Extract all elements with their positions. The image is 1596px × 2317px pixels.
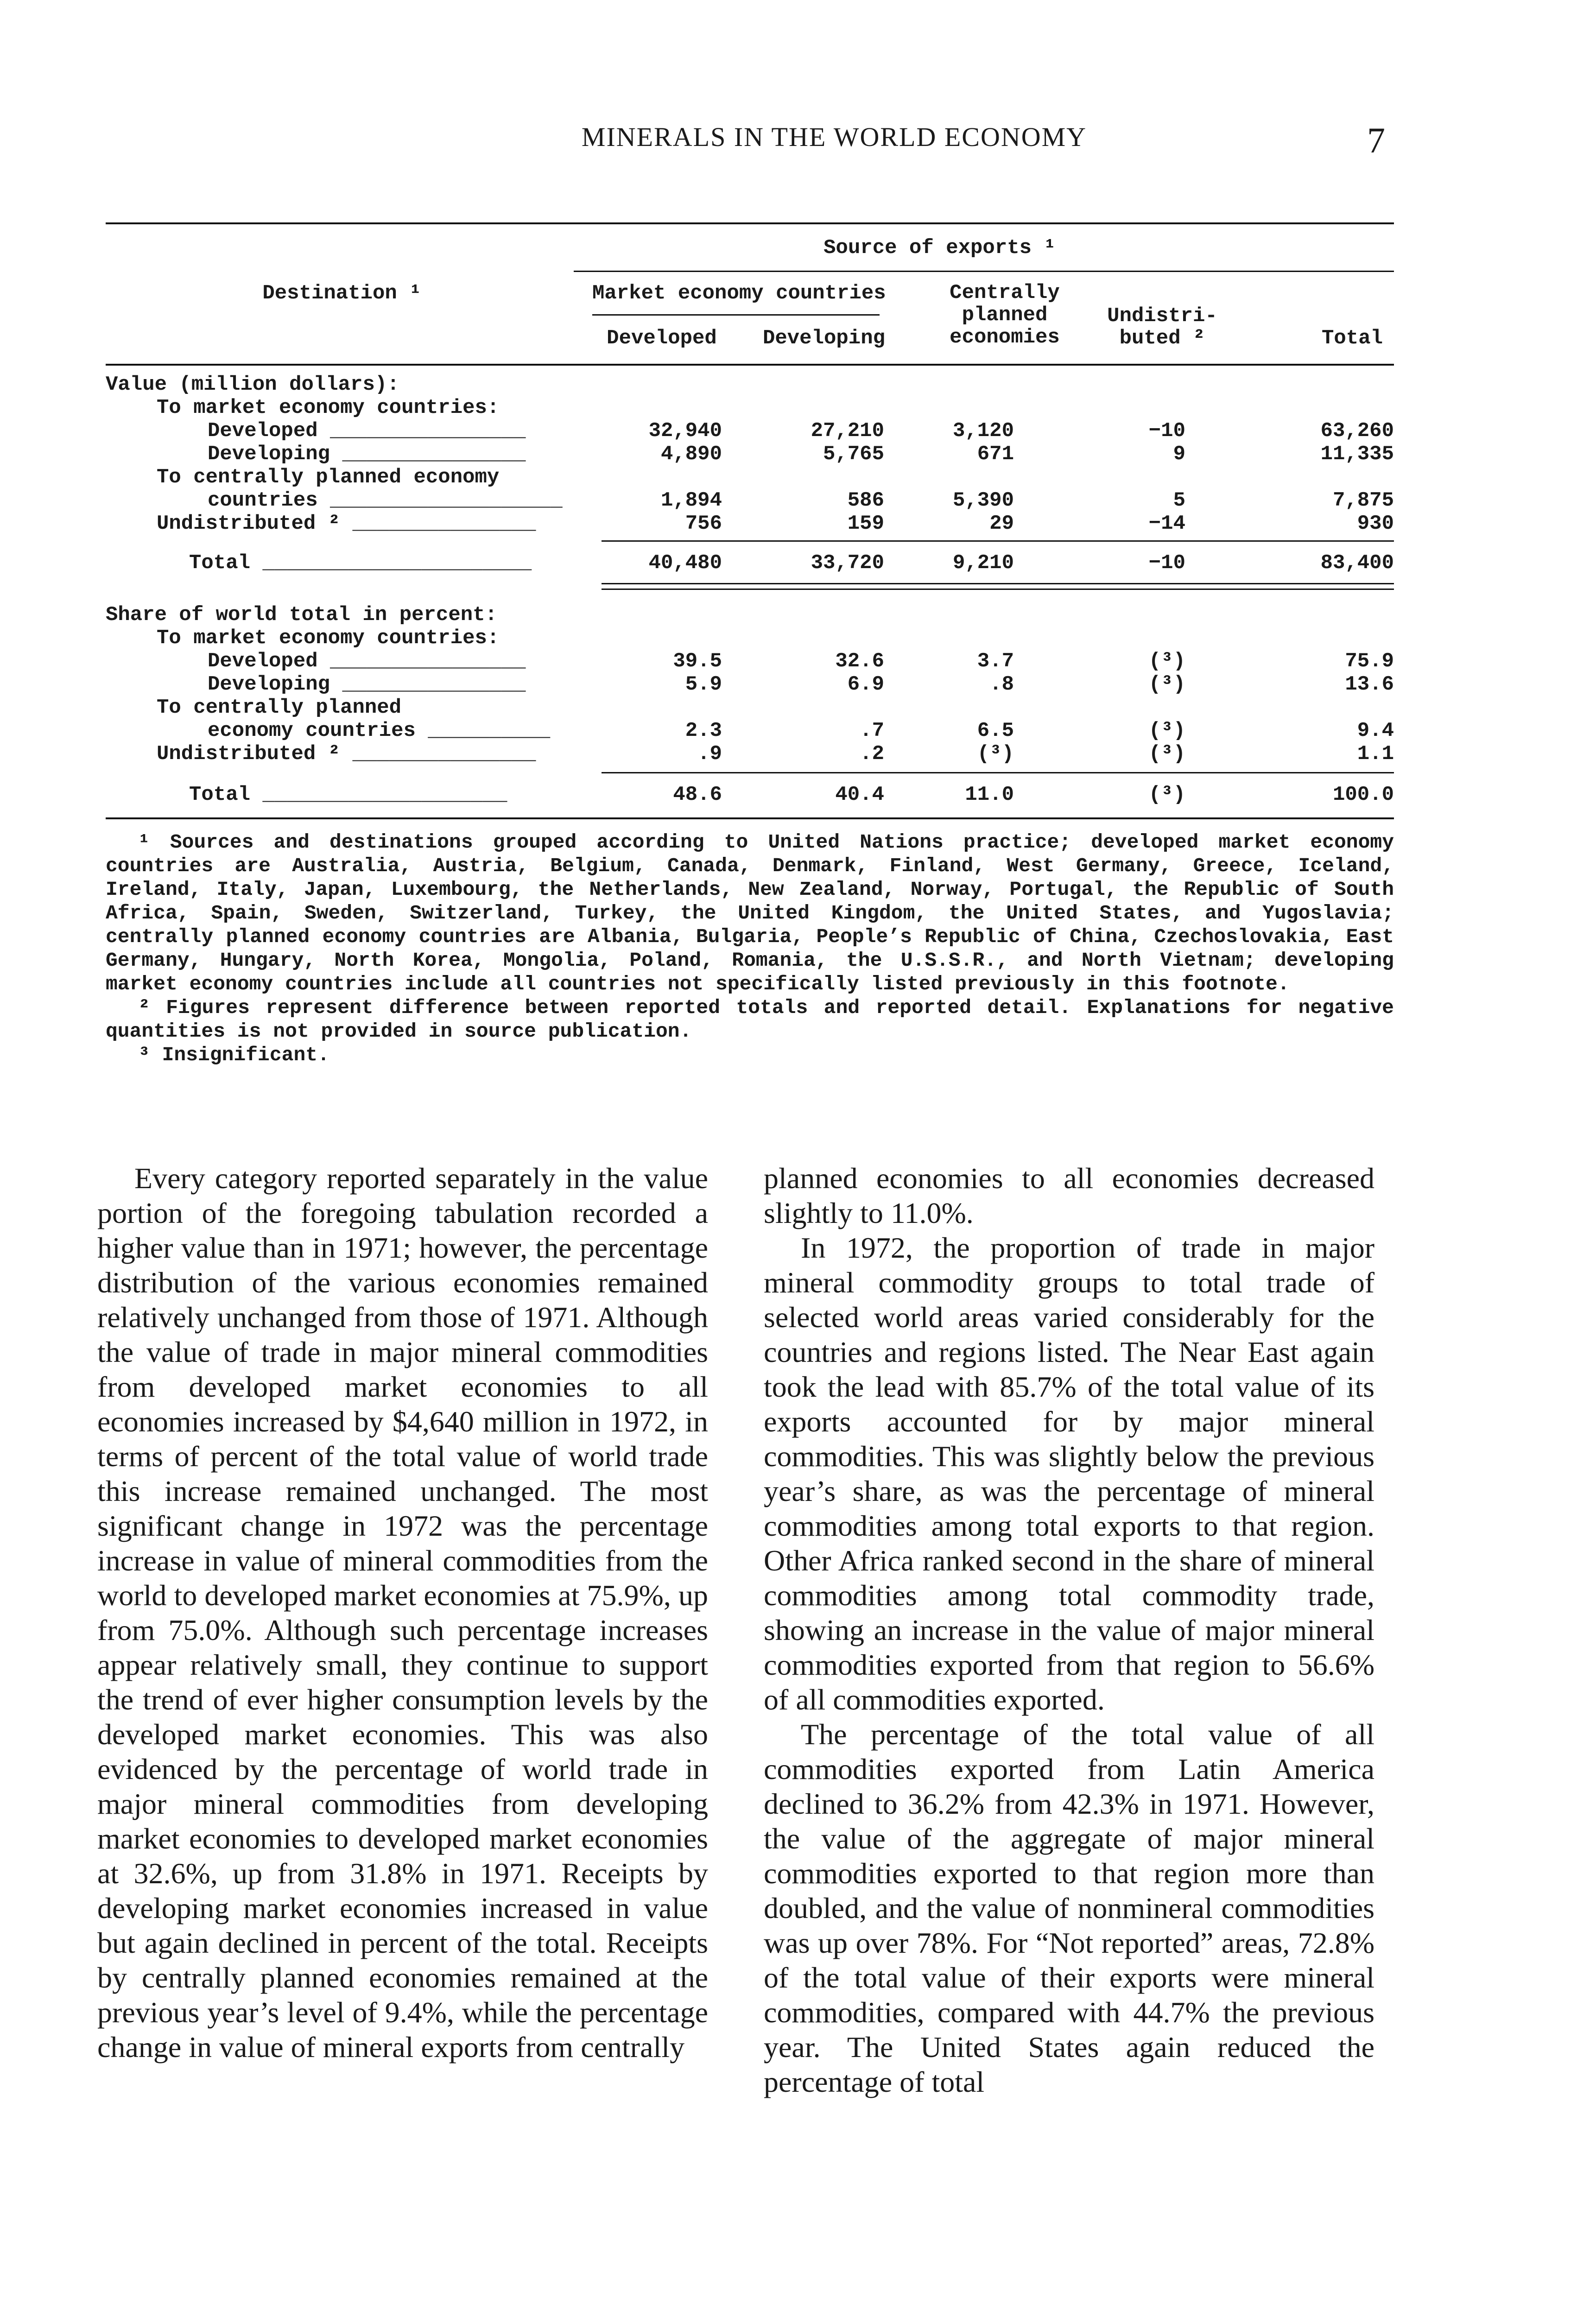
value-cell-undistributed-undistributed: −14	[1148, 512, 1185, 535]
to-centrally-label-share: To centrally planned	[157, 696, 402, 719]
value-cell-developing-total: 11,335	[1320, 443, 1394, 466]
table-top-rule	[106, 222, 1394, 224]
col-undistributed: Undistri- buted ²	[1107, 304, 1217, 350]
col-developing: Developing	[762, 327, 886, 350]
value-cell-undistributed-total: 930	[1357, 512, 1394, 535]
value-total-rule	[602, 540, 1394, 542]
share-cell-centrally-developed: 2.3	[685, 719, 722, 742]
source-rule	[574, 271, 1394, 272]
row-label-undistributed: Undistributed ² _______________	[157, 512, 536, 535]
value-cell-total-centrally-planned: 9,210	[952, 551, 1014, 575]
value-cell-undistributed-developed: 756	[685, 512, 722, 535]
value-cell-undistributed-centrally-planned: 29	[989, 512, 1014, 535]
destination-header: Destination ¹	[262, 282, 422, 305]
share-cell-developing-undistributed: (³)	[1148, 673, 1185, 696]
row-label-developing: Developing _______________	[208, 443, 526, 466]
col-developed: Developed	[607, 327, 717, 350]
share-cell-total-developing: 40.4	[835, 783, 884, 806]
row-label-centrally: countries ___________________	[208, 489, 563, 512]
value-total-underline-2	[602, 589, 1394, 590]
value-cell-total-developing: 33,720	[811, 551, 884, 575]
body-column-right	[764, 1161, 1374, 2099]
share-cell-developed-undistributed: (³)	[1148, 650, 1185, 673]
share-cell-developing-total: 13.6	[1345, 673, 1394, 696]
value-cell-centrally-centrally-planned: 5,390	[952, 489, 1014, 512]
row-label-undistributed-share: Undistributed ² _______________	[157, 742, 536, 766]
share-cell-total-undistributed: (³)	[1148, 783, 1185, 806]
value-cell-developed-developing: 27,210	[811, 419, 884, 443]
trade-table	[106, 222, 1394, 820]
value-cell-centrally-developing: 586	[847, 489, 884, 512]
section-share-label: Share of world total in percent:	[106, 603, 497, 627]
value-cell-centrally-undistributed: 5	[1173, 489, 1185, 512]
section-value-label: Value (million dollars):	[106, 373, 399, 396]
row-label-total-share: Total ____________________	[189, 783, 507, 806]
value-cell-total-developed: 40,480	[648, 551, 722, 575]
to-market-label-share: To market economy countries:	[157, 627, 500, 650]
footnote-3: ³ Insignificant.	[138, 1044, 329, 1066]
market-header: Market economy countries	[592, 282, 886, 305]
value-cell-total-total: 83,400	[1320, 551, 1394, 575]
share-cell-undistributed-centrally-planned: (³)	[977, 742, 1014, 766]
share-cell-undistributed-total: 1.1	[1357, 742, 1394, 766]
share-cell-developing-centrally-planned: .8	[989, 673, 1014, 696]
footnotes	[106, 830, 1394, 1067]
share-cell-developed-centrally-planned: 3.7	[977, 650, 1014, 673]
share-cell-developed-developing: 32.6	[835, 650, 884, 673]
value-cell-developing-undistributed: 9	[1173, 443, 1185, 466]
row-label-developing-share: Developing _______________	[208, 673, 526, 696]
share-total-rule	[602, 772, 1394, 773]
share-cell-undistributed-developed: .9	[697, 742, 722, 766]
value-cell-developing-developing: 5,765	[823, 443, 884, 466]
value-cell-developing-centrally-planned: 671	[977, 443, 1014, 466]
source-header: Source of exports ¹	[823, 236, 1056, 260]
share-cell-undistributed-developing: .2	[860, 742, 884, 766]
row-label-total: Total ______________________	[189, 551, 532, 575]
footnote-2: ² Figures represent difference between reported totals and reported detail. Explanations for negative quantities is not provided in source publication.	[106, 996, 1394, 1043]
value-cell-centrally-developed: 1,894	[660, 489, 722, 512]
share-cell-centrally-developing: .7	[860, 719, 884, 742]
value-cell-developed-developed: 32,940	[648, 419, 722, 443]
row-label-developed: Developed ________________	[208, 419, 526, 443]
footnote-1: ¹ Sources and destinations grouped according to United Nations practice; developed market economy countries are Australia, Austria, Belgium, Canada, Denmark, Finland, West Germany, Greece, Iceland, Ireland, Italy, Japan, Luxembourg, the Netherlands, New Zealand, Norway, Portugal, the Republic of South Africa, Spain, Sweden, Switzerland, Turkey, the United Kingdom, the United States, and Yugoslavia; centrally planned economy countries are Albania, Bulgaria, People’s Republic of China, Czechoslovakia, East Germany, Hungary, North Korea, Mongolia, Poland, Romania, the U.S.S.R., and North Vietnam; developing market economy countries include all countries not specifically listed previously in this footnote.	[106, 831, 1394, 995]
to-market-label: To market economy countries:	[157, 396, 500, 419]
table-bottom-rule	[106, 817, 1394, 819]
share-cell-centrally-total: 9.4	[1357, 719, 1394, 742]
share-cell-centrally-undistributed: (³)	[1148, 719, 1185, 742]
header-bottom-rule	[106, 364, 1394, 366]
value-cell-developed-undistributed: −10	[1148, 419, 1185, 443]
value-total-underline	[602, 583, 1394, 584]
value-cell-total-undistributed: −10	[1148, 551, 1185, 575]
paragraph: In 1972, the proportion of trade in major mineral commodity groups to total trade of selected world areas varied considerably for the countries and regions listed. The Near East again took the lead with 85.7% of the total value of its exports accounted for by major mineral commodities. This was slightly below the previous year’s share, as was the percentage of mineral commodities among total exports to that region. Other Africa ranked second in the share of mineral commodities among total commodity trade, showing an increase in the value of major mineral commodities exported from that region to 56.6% of all commodities exported.	[764, 1231, 1374, 1716]
row-label-developed-share: Developed ________________	[208, 650, 526, 673]
share-cell-total-total: 100.0	[1332, 783, 1394, 806]
value-cell-developed-centrally-planned: 3,120	[952, 419, 1014, 443]
share-cell-undistributed-undistributed: (³)	[1148, 742, 1185, 766]
value-cell-developed-total: 63,260	[1320, 419, 1394, 443]
value-cell-undistributed-developing: 159	[847, 512, 884, 535]
paragraph: The percentage of the total value of all commodities exported from Latin America declined to 36.2% from 42.3% in 1971. However, the value of the aggregate of major mineral commodities exported to that region more than doubled, and the value of nonmineral commodities was up over 78%. For “Not reported” areas, 72.8% of the total value of their exports were mineral commodities, compared with 44.7% the previous year. The United States again reduced the percentage of total	[764, 1718, 1374, 2098]
value-cell-developing-developed: 4,890	[660, 443, 722, 466]
market-rule	[592, 314, 880, 316]
paragraph: Every category reported separately in the value portion of the foregoing tabulation recorded a higher value than in 1971; however, the percentage distribution of the various economies remained relatively unchanged from those of 1971. Although the value of trade in major mineral commodities from developed market economies to all economies increased by $4,640 million in 1972, in terms of percent of the total value of world trade this increase remained unchanged. The most significant change in 1972 was the percentage increase in value of mineral commodities from the world to developed market economies at 75.9%, up from 75.0%. Although such percentage increases appear relatively small, they continue to support the trend of ever higher consumption levels by the developed market economies. This was also evidenced by the percentage of world trade in major mineral commodities from developing market economies to developed market economies at 32.6%, up from 31.8% in 1971. Receipts by developing market economies increased in value but again declined in percent of the total. Receipts by centrally planned economies remained at the previous year’s level of 9.4%, while the percentage change in value of mineral exports from centrally	[97, 1162, 708, 2064]
share-cell-total-centrally-planned: 11.0	[965, 783, 1014, 806]
share-cell-centrally-centrally-planned: 6.5	[977, 719, 1014, 742]
running-header: MINERALS IN THE WORLD ECONOMY	[581, 122, 1087, 152]
share-cell-developing-developing: 6.9	[847, 673, 884, 696]
paragraph: planned economies to all economies decreased slightly to 11.0%.	[764, 1162, 1374, 1229]
share-cell-total-developed: 48.6	[673, 783, 722, 806]
col-total: Total	[1321, 327, 1383, 350]
share-cell-developed-total: 75.9	[1345, 650, 1394, 673]
body-column-left	[97, 1161, 708, 2064]
share-cell-developing-developed: 5.9	[685, 673, 722, 696]
value-cell-centrally-total: 7,875	[1332, 489, 1394, 512]
col-centrally: Centrally planned economies	[950, 281, 1060, 349]
share-cell-developed-developed: 39.5	[673, 650, 722, 673]
page-number: 7	[1367, 120, 1385, 160]
to-centrally-label: To centrally planned economy	[157, 466, 500, 489]
row-label-centrally-share: economy countries __________	[208, 719, 551, 742]
